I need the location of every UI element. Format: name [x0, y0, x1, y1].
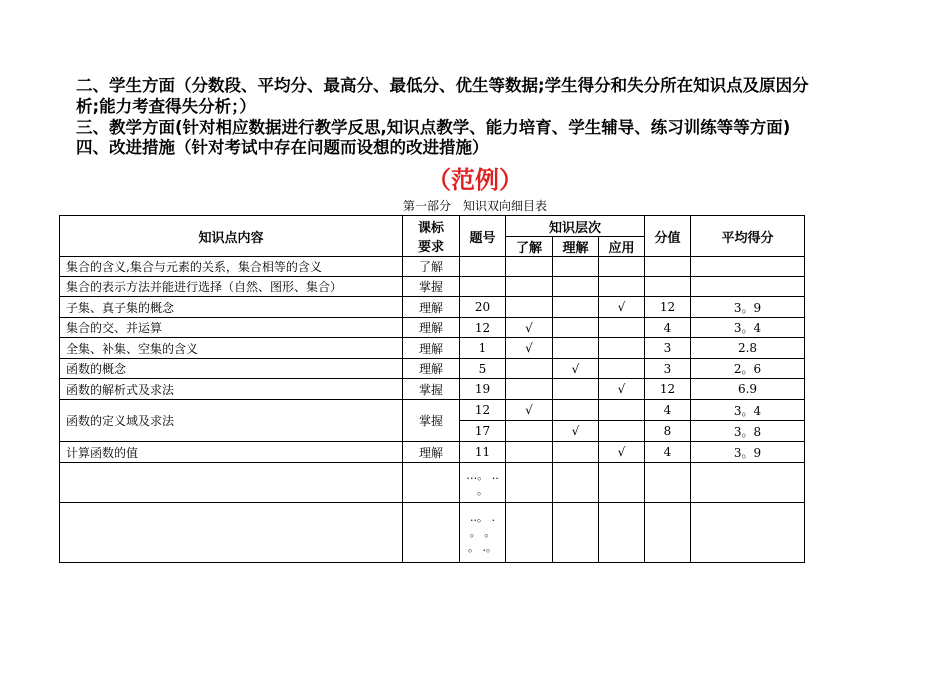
cell-points	[645, 257, 691, 277]
header-requirement-line1: 课标	[417, 221, 444, 236]
cell-empty	[645, 463, 691, 503]
cell-points: 8	[645, 421, 691, 442]
header-level: 知识层次	[506, 216, 645, 237]
table-row	[60, 359, 805, 379]
cell-avg: 3。9	[691, 297, 805, 318]
table-row	[60, 277, 805, 297]
table-row	[60, 318, 805, 338]
cell-empty	[691, 503, 805, 563]
ellipsis-line: 。 .。	[468, 541, 497, 554]
cell-apply	[599, 338, 645, 359]
cell-requirement: 掌握	[403, 379, 460, 400]
cell-avg: 2.8	[691, 338, 805, 359]
table-row-ellipsis	[60, 463, 805, 503]
cell-comprehend	[553, 442, 599, 463]
cell-points: 3	[645, 359, 691, 379]
cell-ellipsis	[460, 503, 506, 563]
ellipsis-line: 。 。	[469, 526, 496, 539]
cell-points: 4	[645, 442, 691, 463]
cell-question-no: 19	[460, 379, 506, 400]
cell-points: 12	[645, 297, 691, 318]
cell-empty	[553, 463, 599, 503]
cell-question-no	[460, 257, 506, 277]
cell-content: 函数的概念	[60, 359, 403, 379]
cell-comprehend: √	[553, 359, 599, 379]
cell-empty	[403, 503, 460, 563]
heading-students-cont: 析;能力考查得失分析；）	[76, 97, 256, 116]
header-level-comprehend: 理解	[553, 237, 599, 257]
cell-comprehend	[553, 318, 599, 338]
cell-understand	[506, 297, 553, 318]
cell-understand	[506, 379, 553, 400]
cell-ellipsis	[460, 463, 506, 503]
cell-content: 计算函数的值	[60, 442, 403, 463]
cell-question-no: 1	[460, 338, 506, 359]
table-row	[60, 442, 805, 463]
cell-content: 全集、补集、空集的含义	[60, 338, 403, 359]
cell-question-no: 12	[460, 400, 506, 421]
cell-empty	[506, 503, 553, 563]
cell-content: 子集、真子集的概念	[60, 297, 403, 318]
cell-understand	[506, 421, 553, 442]
cell-understand: √	[506, 400, 553, 421]
cell-apply	[599, 318, 645, 338]
heading-students: 二、学生方面（分数段、平均分、最高分、最低分、优生等数据;学生得分和失分所在知识点及原因分	[76, 76, 809, 95]
cell-understand: √	[506, 318, 553, 338]
cell-points: 3	[645, 338, 691, 359]
cell-apply	[599, 277, 645, 297]
cell-empty	[553, 503, 599, 563]
table-row	[60, 400, 805, 421]
cell-avg: 3。8	[691, 421, 805, 442]
cell-requirement: 理解	[403, 442, 460, 463]
header-content: 知识点内容	[60, 216, 403, 257]
cell-content: 集合的含义,集合与元素的关系，集合相等的含义	[60, 257, 403, 277]
example-label: （范例）	[427, 166, 523, 194]
cell-empty	[506, 463, 553, 503]
cell-understand	[506, 257, 553, 277]
cell-points: 4	[645, 318, 691, 338]
cell-requirement: 掌握	[403, 400, 460, 442]
cell-question-no: 20	[460, 297, 506, 318]
cell-question-no	[460, 277, 506, 297]
cell-empty	[599, 463, 645, 503]
cell-comprehend: √	[553, 421, 599, 442]
cell-apply	[599, 400, 645, 421]
table-row	[60, 379, 805, 400]
cell-understand: √	[506, 338, 553, 359]
cell-question-no: 5	[460, 359, 506, 379]
cell-comprehend	[553, 297, 599, 318]
cell-understand	[506, 277, 553, 297]
cell-avg: 3。4	[691, 400, 805, 421]
cell-question-no: 17	[460, 421, 506, 442]
table-row	[60, 297, 805, 318]
cell-points: 4	[645, 400, 691, 421]
cell-content: 集合的交、并运算	[60, 318, 403, 338]
ellipsis-line: …。 ..	[466, 468, 499, 482]
cell-apply	[599, 421, 645, 442]
cell-points: 12	[645, 379, 691, 400]
cell-apply: √	[599, 379, 645, 400]
cell-avg: 6.9	[691, 379, 805, 400]
cell-requirement: 理解	[403, 359, 460, 379]
cell-comprehend	[553, 379, 599, 400]
table-caption: 第一部分 知识双向细目表	[402, 199, 547, 213]
cell-avg	[691, 257, 805, 277]
cell-comprehend	[553, 338, 599, 359]
table-row	[60, 257, 805, 277]
cell-comprehend	[553, 277, 599, 297]
cell-requirement: 掌握	[403, 277, 460, 297]
table-row-ellipsis	[60, 503, 805, 563]
header-question-no: 题号	[460, 216, 506, 257]
header-level-apply: 应用	[599, 237, 645, 257]
ellipsis-line: ..。 .	[470, 511, 495, 524]
ellipsis-line: 。	[477, 483, 488, 497]
cell-question-no: 11	[460, 442, 506, 463]
cell-content: 函数的解析式及求法	[60, 379, 403, 400]
header-points: 分值	[645, 216, 691, 257]
heading-improvement: 四、改进措施（针对考试中存在问题而设想的改进措施）	[76, 138, 489, 157]
header-requirement	[403, 216, 460, 257]
cell-understand	[506, 442, 553, 463]
cell-content: 函数的定义域及求法	[60, 400, 403, 442]
cell-empty	[691, 463, 805, 503]
heading-teaching: 三、教学方面(针对相应数据进行教学反思,知识点教学、能力培育、学生辅导、练习训练等等方面)	[76, 118, 791, 137]
header-level-understand: 了解	[506, 237, 553, 257]
cell-content: 集合的表示方法并能进行选择（自然、图形、集合）	[60, 277, 403, 297]
cell-points	[645, 277, 691, 297]
cell-requirement: 理解	[403, 318, 460, 338]
cell-empty	[60, 503, 403, 563]
cell-avg	[691, 277, 805, 297]
cell-avg: 3。4	[691, 318, 805, 338]
cell-comprehend	[553, 257, 599, 277]
table-row	[60, 338, 805, 359]
cell-apply	[599, 257, 645, 277]
cell-empty	[403, 463, 460, 503]
cell-question-no: 12	[460, 318, 506, 338]
cell-requirement: 理解	[403, 338, 460, 359]
knowledge-table	[59, 215, 805, 563]
cell-apply: √	[599, 442, 645, 463]
cell-empty	[60, 463, 403, 503]
cell-empty	[645, 503, 691, 563]
header-row-1	[60, 216, 805, 237]
cell-requirement: 理解	[403, 297, 460, 318]
cell-requirement: 了解	[403, 257, 460, 277]
header-requirement-line2: 要求	[417, 240, 444, 255]
cell-apply	[599, 359, 645, 379]
cell-avg: 3。9	[691, 442, 805, 463]
cell-understand	[506, 359, 553, 379]
cell-avg: 2。6	[691, 359, 805, 379]
cell-comprehend	[553, 400, 599, 421]
cell-empty	[599, 503, 645, 563]
header-avg: 平均得分	[691, 216, 805, 257]
cell-apply: √	[599, 297, 645, 318]
